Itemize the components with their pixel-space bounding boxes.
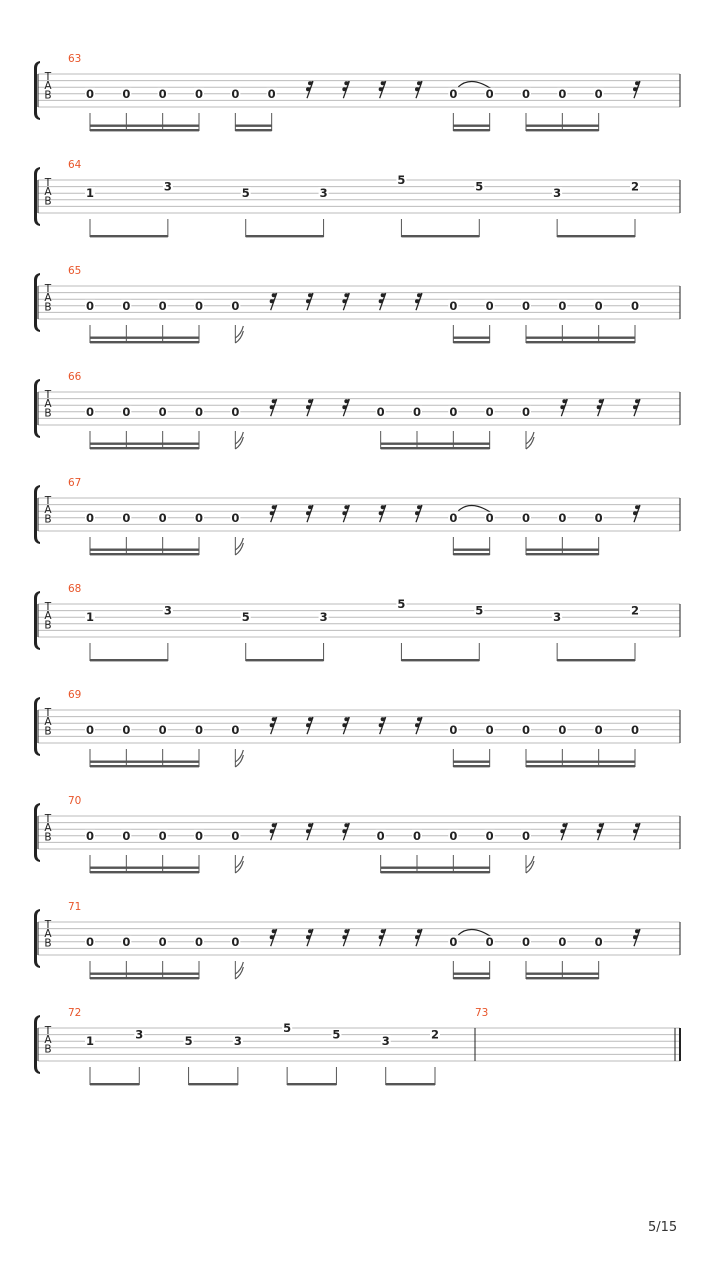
- fret-number: 0: [449, 510, 458, 525]
- fret-number: 0: [485, 298, 494, 313]
- fret-number: 2: [630, 603, 640, 618]
- fret-number: 0: [376, 404, 385, 419]
- tab-system: [34, 159, 680, 237]
- measure: [68, 477, 680, 555]
- fret-number: 5: [475, 603, 484, 618]
- beam: [401, 235, 479, 237]
- fret-number: 0: [158, 722, 167, 737]
- fret-number: 0: [85, 86, 95, 101]
- measure: [68, 1007, 475, 1085]
- beam: [453, 129, 489, 131]
- fret-number: 0: [85, 934, 95, 949]
- beam: [526, 973, 599, 975]
- beam: [90, 761, 199, 763]
- system-bracket: [34, 61, 40, 120]
- fret-number: 0: [158, 404, 167, 419]
- sixteenth-rest: [270, 823, 277, 840]
- beam: [235, 125, 271, 127]
- beam: [90, 1083, 139, 1085]
- tab-clef-letter: T: [44, 813, 52, 825]
- beam: [381, 867, 490, 869]
- sixteenth-rest: [633, 929, 640, 946]
- fret-number: 0: [521, 828, 531, 843]
- beam: [90, 553, 199, 555]
- fret-number: 0: [558, 934, 567, 949]
- beam: [526, 765, 635, 767]
- beam: [557, 235, 635, 237]
- fret-number: 0: [594, 934, 603, 949]
- beam: [526, 553, 599, 555]
- tab-clef-letter: B: [44, 513, 52, 526]
- tab-clef-letter: A: [44, 1034, 52, 1047]
- sixteenth-rest: [342, 823, 349, 840]
- beam: [557, 659, 635, 661]
- fret-number: 0: [449, 86, 458, 101]
- sixteenth-rest: [597, 823, 604, 840]
- fret-number: 0: [231, 722, 240, 737]
- note-flag: [235, 432, 243, 444]
- tab-clef-letter: A: [44, 610, 52, 623]
- sixteenth-rest: [415, 505, 422, 522]
- tab-system: [34, 795, 680, 873]
- system-bracket: [34, 803, 40, 862]
- sixteenth-rest: [270, 293, 277, 310]
- sixteenth-rest: [379, 81, 386, 98]
- measure: [475, 1007, 680, 1061]
- beam: [453, 977, 489, 979]
- measure: [68, 583, 680, 661]
- fret-number: 5: [397, 173, 406, 187]
- tab-clef-letter: A: [44, 398, 52, 411]
- fret-number: 0: [485, 86, 494, 101]
- measure: [68, 53, 680, 131]
- note-flag: [235, 856, 243, 868]
- tab-clef-letter: A: [44, 928, 52, 941]
- sixteenth-rest: [306, 81, 313, 98]
- tab-clef-letter: B: [44, 407, 52, 420]
- sixteenth-rest: [379, 929, 386, 946]
- tab-system: [34, 901, 680, 979]
- beam: [90, 235, 168, 237]
- beam: [90, 871, 199, 873]
- tab-clef-letter: B: [44, 831, 52, 844]
- beam: [189, 1083, 238, 1085]
- beam: [287, 1083, 336, 1085]
- tab-clef-letter: A: [44, 292, 52, 305]
- beam: [526, 125, 599, 127]
- fret-number: 0: [376, 828, 385, 843]
- beam: [246, 235, 324, 237]
- beam: [90, 867, 199, 869]
- tab-clef-letter: A: [44, 186, 52, 199]
- sixteenth-rest: [379, 505, 386, 522]
- fret-number: 0: [85, 510, 95, 525]
- sixteenth-rest: [560, 823, 567, 840]
- beam: [381, 871, 490, 873]
- note-flag: [235, 538, 243, 550]
- tab-clef-letter: T: [44, 707, 52, 719]
- beam: [381, 443, 490, 445]
- tab-clef-letter: A: [44, 716, 52, 729]
- fret-number: 0: [558, 510, 567, 525]
- fret-number: 0: [194, 934, 204, 949]
- measure: [68, 901, 680, 979]
- beam: [246, 659, 324, 661]
- fret-number: 0: [521, 86, 531, 101]
- fret-number: 1: [85, 186, 95, 201]
- fret-number: 0: [122, 722, 131, 737]
- fret-number: 0: [521, 298, 531, 313]
- sixteenth-rest: [342, 81, 349, 98]
- fret-number: 2: [630, 179, 640, 194]
- fret-number: 0: [231, 510, 240, 525]
- fret-number: 5: [241, 610, 250, 625]
- fret-number: 0: [158, 934, 167, 949]
- tab-clef-letter: B: [44, 1043, 52, 1056]
- system-bracket: [34, 1015, 40, 1074]
- beam: [453, 341, 489, 343]
- tab-clef-letter: B: [44, 195, 52, 208]
- fret-number: 0: [85, 828, 95, 843]
- system-bracket: [34, 485, 40, 544]
- tab-clef-letter: T: [44, 71, 52, 83]
- beam: [90, 129, 199, 131]
- fret-number: 0: [194, 86, 204, 101]
- tab-system: [34, 477, 680, 555]
- fret-number: 0: [122, 404, 131, 419]
- beam: [90, 977, 199, 979]
- beam: [401, 659, 479, 661]
- tab-clef-letter: T: [44, 1025, 52, 1037]
- beam: [453, 765, 489, 767]
- fret-number: 5: [283, 1021, 292, 1035]
- sixteenth-rest: [270, 399, 277, 416]
- beam: [526, 761, 635, 763]
- fret-number: 0: [630, 722, 640, 737]
- beam: [386, 1083, 435, 1085]
- fret-number: 2: [430, 1027, 440, 1042]
- fret-number: 0: [194, 510, 204, 525]
- tab-system: [34, 583, 680, 661]
- fret-number: 0: [485, 722, 494, 737]
- measure: [68, 371, 680, 449]
- tab-system: [34, 53, 680, 131]
- beam: [90, 341, 199, 343]
- fret-number: 5: [397, 597, 406, 611]
- fret-number: 0: [85, 722, 95, 737]
- fret-number: 3: [319, 186, 328, 201]
- measure-number: 63: [68, 53, 82, 65]
- beam: [90, 659, 168, 661]
- fret-number: 0: [521, 722, 531, 737]
- sixteenth-rest: [342, 293, 349, 310]
- beam: [526, 549, 599, 551]
- beam: [90, 337, 199, 339]
- fret-number: 0: [267, 86, 276, 101]
- fret-number: 0: [122, 298, 131, 313]
- fret-number: 0: [194, 722, 204, 737]
- tab-clef-letter: B: [44, 725, 52, 738]
- fret-number: 0: [521, 404, 531, 419]
- measure-number: 64: [68, 159, 82, 171]
- system-bracket: [34, 909, 40, 968]
- sixteenth-rest: [270, 505, 277, 522]
- fret-number: 3: [553, 186, 562, 201]
- sixteenth-rest: [415, 293, 422, 310]
- fret-number: 0: [558, 86, 567, 101]
- sixteenth-rest: [633, 399, 640, 416]
- sixteenth-rest: [306, 823, 313, 840]
- tab-clef-letter: T: [44, 495, 52, 507]
- tab-clef-letter: B: [44, 937, 52, 950]
- page-number: 5/15: [648, 1220, 678, 1235]
- fret-number: 0: [485, 828, 494, 843]
- note-flag: [235, 962, 243, 974]
- tab-clef-letter: B: [44, 89, 52, 102]
- sixteenth-rest: [270, 717, 277, 734]
- fret-number: 3: [233, 1034, 242, 1049]
- fret-number: 0: [412, 828, 422, 843]
- tab-clef-letter: B: [44, 619, 52, 632]
- measure-number: 68: [68, 583, 82, 595]
- note-flag: [235, 326, 243, 338]
- fret-number: 0: [231, 828, 240, 843]
- sixteenth-rest: [379, 717, 386, 734]
- beam: [453, 125, 489, 127]
- fret-number: 0: [158, 828, 167, 843]
- beam: [90, 549, 199, 551]
- beam: [90, 125, 199, 127]
- system-bracket: [34, 379, 40, 438]
- fret-number: 0: [158, 86, 167, 101]
- measure-number: 69: [68, 689, 82, 701]
- fret-number: 0: [122, 934, 131, 949]
- fret-number: 3: [553, 610, 562, 625]
- sixteenth-rest: [415, 929, 422, 946]
- sixteenth-rest: [342, 717, 349, 734]
- measure-number: 73: [475, 1007, 489, 1019]
- sixteenth-rest: [306, 399, 313, 416]
- fret-number: 0: [122, 86, 131, 101]
- system-bracket: [34, 697, 40, 756]
- fret-number: 0: [558, 722, 567, 737]
- beam: [526, 977, 599, 979]
- beam: [526, 337, 635, 339]
- fret-number: 0: [630, 298, 640, 313]
- sixteenth-rest: [306, 717, 313, 734]
- fret-number: 0: [594, 86, 603, 101]
- fret-number: 0: [449, 828, 458, 843]
- measure-number: 70: [68, 795, 82, 807]
- beam: [90, 973, 199, 975]
- sixteenth-rest: [633, 823, 640, 840]
- tab-clef-letter: A: [44, 822, 52, 835]
- measure-number: 72: [68, 1007, 82, 1019]
- sixteenth-rest: [633, 505, 640, 522]
- note-flag: [526, 432, 534, 444]
- fret-number: 0: [85, 404, 95, 419]
- system-bracket: [34, 273, 40, 332]
- fret-number: 0: [231, 298, 240, 313]
- sixteenth-rest: [415, 717, 422, 734]
- sixteenth-rest: [379, 293, 386, 310]
- tab-clef-letter: T: [44, 177, 52, 189]
- fret-number: 0: [158, 298, 167, 313]
- sixteenth-rest: [342, 505, 349, 522]
- tab-clef-letter: A: [44, 504, 52, 517]
- beam: [453, 761, 489, 763]
- fret-number: 0: [521, 510, 531, 525]
- beam: [453, 973, 489, 975]
- fret-number: 0: [85, 298, 95, 313]
- measure-number: 66: [68, 371, 82, 383]
- sixteenth-rest: [306, 929, 313, 946]
- sixteenth-rest: [597, 399, 604, 416]
- fret-number: 5: [332, 1027, 341, 1042]
- fret-number: 3: [319, 610, 328, 625]
- beam: [235, 129, 271, 131]
- beam: [453, 549, 489, 551]
- measure-number: 65: [68, 265, 82, 277]
- sixteenth-rest: [342, 929, 349, 946]
- measure-number: 67: [68, 477, 82, 489]
- measure: [68, 265, 680, 343]
- fret-number: 0: [558, 298, 567, 313]
- fret-number: 0: [449, 404, 458, 419]
- fret-number: 0: [449, 722, 458, 737]
- fret-number: 3: [135, 1027, 144, 1042]
- fret-number: 0: [122, 828, 131, 843]
- measure: [68, 795, 680, 873]
- sixteenth-rest: [633, 81, 640, 98]
- beam: [526, 341, 635, 343]
- fret-number: 0: [231, 404, 240, 419]
- fret-number: 3: [163, 179, 172, 194]
- fret-number: 0: [194, 828, 204, 843]
- tab-system: [34, 689, 680, 767]
- beam: [90, 447, 199, 449]
- beam: [526, 129, 599, 131]
- fret-number: 0: [485, 510, 494, 525]
- sixteenth-rest: [560, 399, 567, 416]
- fret-number: 5: [241, 186, 250, 201]
- beam: [90, 765, 199, 767]
- fret-number: 0: [485, 404, 494, 419]
- note-flag: [235, 750, 243, 762]
- fret-number: 0: [122, 510, 131, 525]
- fret-number: 0: [594, 510, 603, 525]
- system-bracket: [34, 591, 40, 650]
- fret-number: 0: [412, 404, 422, 419]
- measure: [68, 689, 680, 767]
- fret-number: 1: [85, 1034, 95, 1049]
- fret-number: 0: [449, 298, 458, 313]
- measure-number: 71: [68, 901, 82, 913]
- tab-clef-letter: A: [44, 80, 52, 93]
- fret-number: 1: [85, 610, 95, 625]
- tab-system: [34, 1007, 680, 1085]
- tab-clef-letter: T: [44, 919, 52, 931]
- fret-number: 3: [381, 1034, 390, 1049]
- fret-number: 5: [475, 179, 484, 194]
- sixteenth-rest: [415, 81, 422, 98]
- tab-clef-letter: B: [44, 301, 52, 314]
- sixteenth-rest: [306, 293, 313, 310]
- beam: [90, 443, 199, 445]
- beam: [453, 553, 489, 555]
- fret-number: 0: [521, 934, 531, 949]
- fret-number: 5: [184, 1034, 193, 1049]
- beam: [381, 447, 490, 449]
- fret-number: 0: [594, 298, 603, 313]
- fret-number: 0: [158, 510, 167, 525]
- sixteenth-rest: [270, 929, 277, 946]
- sixteenth-rest: [306, 505, 313, 522]
- note-flag: [526, 856, 534, 868]
- fret-number: 0: [449, 934, 458, 949]
- measure: [68, 159, 680, 237]
- tab-clef-letter: T: [44, 283, 52, 295]
- tab-system: [34, 265, 680, 343]
- system-bracket: [34, 167, 40, 226]
- beam: [453, 337, 489, 339]
- tab-clef-letter: T: [44, 601, 52, 613]
- fret-number: 0: [594, 722, 603, 737]
- tab-clef-letter: T: [44, 389, 52, 401]
- fret-number: 0: [231, 86, 240, 101]
- fret-number: 0: [194, 298, 204, 313]
- fret-number: 0: [231, 934, 240, 949]
- fret-number: 3: [163, 603, 172, 618]
- fret-number: 0: [194, 404, 204, 419]
- fret-number: 0: [485, 934, 494, 949]
- tab-system: [34, 371, 680, 449]
- sixteenth-rest: [342, 399, 349, 416]
